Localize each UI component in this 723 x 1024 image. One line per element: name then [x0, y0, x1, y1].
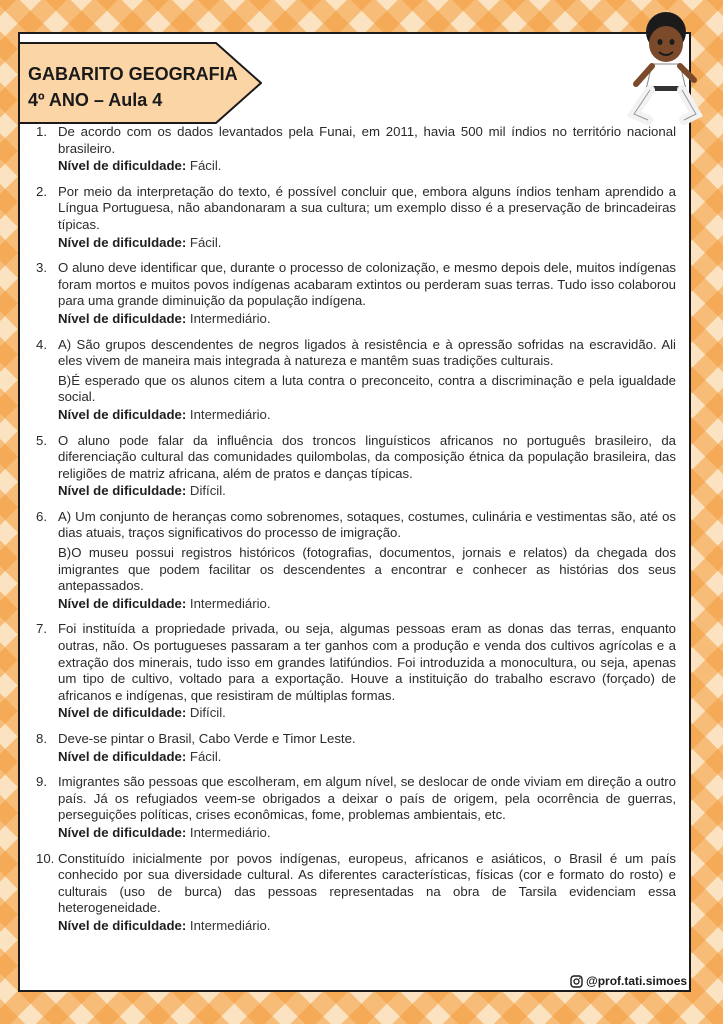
answer-text: De acordo com os dados levantados pela Funai, em 2011, havia 500 mil índios no território nacional brasileiro.	[58, 124, 676, 156]
answer-text: O aluno pode falar da influência dos troncos linguísticos africanos no português brasileiro, da diferenciação cultural das comunidades quilombolas, da composição étnica da população brasileira, das religiões de matriz africana, além de pratos e danças típicas.	[58, 432, 676, 481]
answer-body	[58, 433, 676, 500]
difficulty-level	[58, 918, 676, 935]
difficulty-level	[58, 596, 676, 613]
difficulty-level	[58, 235, 676, 252]
answer-text: Constituído inicialmente por povos indígenas, europeus, africanos e asiáticos, o Brasil é um país conhecido por sua diversidade cultural. As diferentes características, físicas (cor e formato do rosto) e culturais (uso de burca) das pessoas representadas na obra de Tarsila evidenciam essa heterogeneidade.	[58, 850, 676, 916]
answer-text: Imigrantes são pessoas que escolheram, em algum nível, se deslocar de onde viviam em direção a outro país. Já os refugiados veem-se obrigados a deixar o país de origem, pela ocorrência de guerras, perseguições políticas, crises econômicas, fome, problemas ambientais, etc.	[58, 774, 676, 823]
difficulty-label: Nível de dificuldade:	[58, 158, 187, 174]
answer-text: A) São grupos descendentes de negros ligados à resistência e à opressão sofridas na escravidão. Ali eles vivem de maneira mais integrada à natureza e mantêm suas tradições culturais.	[58, 336, 676, 369]
answer-text: Por meio da interpretação do texto, é possível concluir que, embora alguns índios tenham aprendido a Língua Portuguesa, não abandonaram a sua cultura; um exemplo disso é a preservação de brincadeiras típicas.	[58, 183, 676, 232]
answer-text: Foi instituída a propriedade privada, ou seja, algumas pessoas eram as donas das terras, enquanto outras, não. Os portugueses passaram a ter ganhos com a produção e venda dos cultivos agrícolas e a extração dos minerais, tudo isso em grandes latifúndios. Foi introduzida a monocultura, ou seja, apenas um tipo de cultivo, voltado para a exportação. Houve a instituição do trabalho escravo (forçado) de africanos e indígenas, que resistiram de múltiplas formas.	[58, 621, 676, 703]
answer-number: 9.	[36, 774, 47, 790]
answer-item	[36, 184, 676, 251]
difficulty-value: Difícil.	[189, 483, 226, 499]
title-tag	[18, 42, 262, 124]
difficulty-value: Fácil.	[189, 748, 222, 764]
difficulty-label: Nível de dificuldade:	[58, 234, 187, 250]
answer-body	[58, 337, 676, 424]
answer-list	[36, 124, 676, 944]
answer-item	[36, 260, 676, 327]
answer-number: 5.	[36, 432, 47, 448]
answer-item	[36, 433, 676, 500]
answer-text: O aluno deve identificar que, durante o processo de colonização, e mesmo depois dele, muitos indígenas foram mortos e muitos povos indígenas acabaram extintos ou perderam suas terras. Tudo isso colaborou para uma grande diminuição da população indígena.	[58, 260, 676, 309]
difficulty-label: Nível de dificuldade:	[58, 917, 187, 933]
difficulty-value: Intermediário.	[189, 310, 271, 326]
answer-body	[58, 731, 676, 765]
difficulty-level	[58, 749, 676, 766]
difficulty-level	[58, 825, 676, 842]
signature	[570, 974, 687, 988]
answer-body	[58, 621, 676, 722]
answer-body	[58, 774, 676, 841]
instagram-icon	[570, 975, 583, 988]
difficulty-value: Intermediário.	[189, 917, 271, 933]
answer-text: B)É esperado que os alunos citem a luta contra o preconceito, contra a discriminação e pela igualdade social.	[58, 372, 676, 405]
difficulty-label: Nível de dificuldade:	[58, 595, 187, 611]
difficulty-label: Nível de dificuldade:	[58, 310, 187, 326]
answer-number: 8.	[36, 731, 47, 746]
difficulty-value: Intermediário.	[189, 824, 271, 840]
answer-text: B)O museu possui registros históricos (fotografias, documentos, jornais e relatos) da chegada dos imigrantes que podem facilitar os descendentes a encontrar e conhecer as histórias dos seus antepassados.	[58, 545, 676, 594]
answer-item	[36, 774, 676, 841]
answer-body	[58, 509, 676, 613]
difficulty-label: Nível de dificuldade:	[58, 748, 187, 764]
signature-handle: @prof.tati.simoes	[586, 974, 688, 988]
answer-item	[36, 509, 676, 613]
answer-text: A) Um conjunto de heranças como sobrenomes, sotaques, costumes, culinária e vestimentas são, até os dias atuais, traços significativos do processo de imigração.	[58, 508, 676, 541]
difficulty-value: Intermediário.	[189, 595, 271, 611]
answer-item	[36, 621, 676, 722]
difficulty-level	[58, 407, 676, 424]
answer-number: 6.	[36, 508, 47, 524]
answer-body	[58, 851, 676, 935]
answer-number: 4.	[36, 336, 47, 352]
answer-number: 2.	[36, 183, 47, 199]
answer-text: Deve-se pintar o Brasil, Cabo Verde e Timor Leste.	[58, 731, 356, 746]
answer-number: 10.	[36, 850, 55, 866]
difficulty-value: Fácil.	[189, 234, 222, 250]
answer-item	[36, 337, 676, 424]
answer-item	[36, 124, 676, 175]
page-subtitle: 4º ANO – Aula 4	[28, 90, 163, 110]
difficulty-level	[58, 705, 676, 722]
difficulty-level	[58, 311, 676, 328]
difficulty-label: Nível de dificuldade:	[58, 705, 187, 721]
page-title: GABARITO GEOGRAFIA	[28, 64, 238, 84]
answer-number: 7.	[36, 621, 47, 637]
difficulty-label: Nível de dificuldade:	[58, 483, 187, 499]
answer-number: 1.	[36, 124, 47, 139]
difficulty-value: Intermediário.	[189, 406, 271, 422]
difficulty-value: Difícil.	[189, 705, 226, 721]
difficulty-level	[58, 483, 676, 500]
answer-item	[36, 851, 676, 935]
answer-body	[58, 260, 676, 327]
mascot-illustration	[626, 10, 706, 128]
answer-number: 3.	[36, 260, 47, 276]
answer-body	[58, 124, 676, 175]
answer-body	[58, 184, 676, 251]
answer-item	[36, 731, 676, 765]
difficulty-label: Nível de dificuldade:	[58, 406, 187, 422]
difficulty-level	[58, 158, 676, 175]
difficulty-label: Nível de dificuldade:	[58, 824, 187, 840]
difficulty-value: Fácil.	[189, 158, 222, 174]
